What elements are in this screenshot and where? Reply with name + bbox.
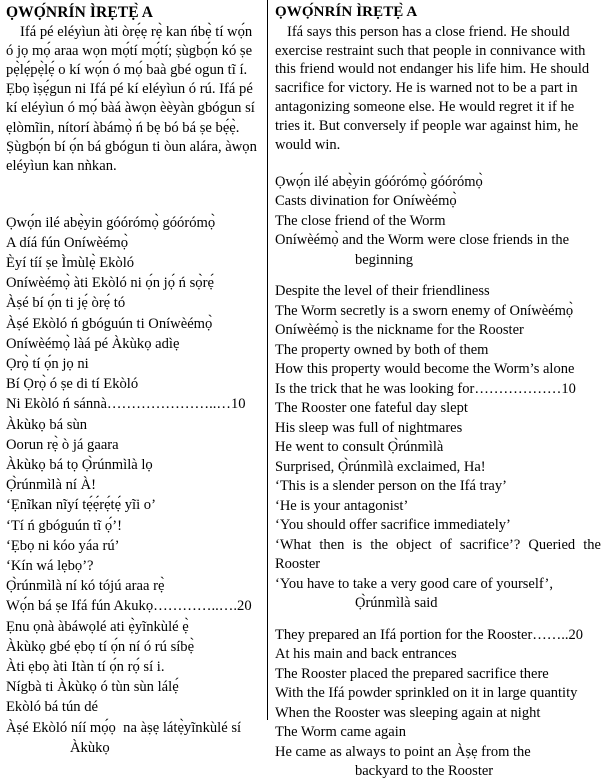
verse-line: A díá fún Oníwèémọ̀	[6, 234, 128, 251]
verse-line: ‘You have to take a very good care of yourself’,	[275, 575, 553, 592]
yoruba-summary-paragraph: Ifá pé eléyìun àti òrẹ́ẹ rẹ̀ kan ńbẹ̀ tí wọ́n ó jọ mọ́ araa wọn mọ́tí mọ́tí; ṣùgbọ́n kó ṣe pẹ̀lẹ́pẹ̀lẹ́ o kí wọ́n ó mọ́ baà gbé ogun tĩ í. Ẹbọ ìṣẹ́gun ni Ifá pé kí eléyìun ó rú. Ifá pé kí eléyìun ó mọ́ bàá àwọn èèyàn gbógun sí ẹlòmĩin, nítorí àbámọ̀ ń bẹ bó bá ṣe bẹ́ẹ̀. Ṣùgbọ́n bí ọ́n bá gbógun ti òun alára, àwọn eléyìun kan nǹkan.	[6, 24, 257, 174]
verse-line: Oníwèémọ̀ and the Worm were close friends in the	[275, 232, 570, 249]
yoruba-column-title: ỌWỌ́NRÍN ÌRẸTẸ̀ A	[6, 4, 154, 21]
verse-line: The Worm came again	[275, 724, 407, 741]
verse-line: Oníwèémọ̀ làá pé Àkùkọ adìẹ	[6, 335, 180, 352]
verse-line: Àkùkọ gbé ẹbọ tí ọ́n ní ó rú síbẹ̀	[6, 638, 195, 655]
verse-line: Ẹnu ọnà àbáwọlé ati ẹ̀yĩnkùlé ẹ̀	[6, 618, 189, 635]
verse-line: He went to consult Ọ̀rúnmìlà	[275, 439, 444, 456]
verse-line: Ọ̀rúnmìlà said	[355, 595, 438, 612]
verse-line: Ni Ekòló ń sánnà…………………..…10	[6, 396, 246, 413]
verse-line: Oorun rẹ̀ ò já gaara	[6, 436, 119, 453]
verse-line: Èyí tíí ṣe Ìmùlẹ̀ Ekòló	[6, 255, 135, 272]
verse-line: ‘Kín wá lẹbọ’?	[6, 558, 94, 575]
verse-line: ‘Ẹnĩkan nĩyí tẹ́ẹ́rẹ́tẹ́ yĩi o’	[6, 497, 156, 514]
verse-line: When the Rooster was sleeping again at night	[275, 704, 541, 721]
verse-line: Casts divination for Oníwèémọ̀	[275, 193, 457, 210]
verse-line: ‘Tí ń gbóguún tĩ ọ́’!	[6, 517, 122, 534]
verse-line: Ọ̀rúnmìlà ní À!	[6, 477, 96, 494]
verse-line: backyard to the Rooster	[355, 763, 494, 780]
verse-line: The Rooster placed the prepared sacrifice there	[275, 665, 549, 682]
yoruba-verse-list	[6, 213, 263, 758]
verse-line: The Rooster one fateful day slept	[275, 400, 468, 417]
column-divider	[267, 0, 268, 720]
verse-line: Bí Ọrọ̀ ó ṣe di tí Ekòló	[6, 376, 139, 393]
verse-line: beginning	[355, 251, 413, 268]
verse-line: ‘Ẹbọ ni kóo yáa rú’	[6, 537, 120, 554]
verse-line: Àti ẹbọ àti Itàn tí ọ́n rọ́ sí i.	[6, 659, 165, 676]
verse-line: Àkùkọ bá tọ Ọ̀rúnmìlà lọ	[6, 457, 153, 474]
verse-line: Àkùkọ	[70, 739, 110, 756]
verse-line: ‘You should offer sacrifice immediately’	[275, 517, 511, 534]
verse-line: His sleep was full of nightmares	[275, 419, 463, 436]
verse-line: Àkùkọ bá sùn	[6, 416, 88, 433]
verse-line: Wọ́n bá ṣe Ifá fún Akukọ…………..….20	[6, 598, 252, 615]
verse-line: ‘He is your antagonist’	[275, 497, 409, 514]
verse-line: Nígbà ti Àkùkọ ó tùn sùn lálẹ́	[6, 679, 179, 696]
verse-line: The close friend of the Worm	[275, 212, 446, 229]
verse-line: Ọwọ́n ilé abẹ̀yin góórómọ̀ góórómọ̀	[275, 173, 483, 190]
verse-line: The Worm secretly is a sworn enemy of Oníwèémọ̀	[275, 302, 574, 319]
verse-line: He came as always to point an Àṣẹ from the	[275, 743, 531, 760]
verse-line: Ọ̀rúnmìlà ní kó tójú araa rẹ̀	[6, 578, 165, 595]
english-summary-paragraph: Ifá says this person has a close friend. He should exercise restraint such that people in connivance with this friend would not endanger his life him. He should sacrifice for victory. He is warned not to be a part in antagonizing someone else. He would regret it if he tries it. But conversely if people war against him, he would win.	[275, 23, 590, 153]
english-column	[267, 0, 607, 782]
verse-line: The property owned by both of them	[275, 341, 489, 358]
verse-line: Rooster	[275, 556, 321, 573]
verse-line: Àṣé Ekòló ń gbóguún ti Oníwèémọ̀	[6, 315, 213, 332]
verse-line: ‘This is a slender person on the Ifá tray’	[275, 478, 507, 495]
verse-line: How this property would become the Worm’s alone	[275, 361, 575, 378]
verse-line: Despite the level of their friendliness	[275, 283, 490, 300]
verse-line: Ọwọ́n ilé abẹ̀yin góórómọ̀ góórómọ̀	[6, 214, 216, 231]
yoruba-column	[0, 0, 267, 758]
verse-line: Oníwèémọ̀ àti Ekòló ni ọ́n jọ́ ń sọ̀rẹ́	[6, 275, 214, 292]
verse-line: Ọrọ̀ tí ọ́n jọ ni	[6, 356, 89, 373]
english-column-title: ỌWỌ́NRÍN ÌRẸTẸ̀ A	[275, 4, 418, 20]
verse-line: Oníwèémọ̀ is the nickname for the Rooster	[275, 322, 524, 339]
verse-line: Àṣé bí ọ́n ti jẹ́ òrẹ́ tó	[6, 295, 126, 312]
verse-line: Surprised, Ọ̀rúnmìlà exclaimed, Ha!	[275, 458, 486, 475]
verse-line: With the Ifá powder sprinkled on it in large quantity	[275, 685, 578, 702]
verse-line: Àṣé Ekòló níí mọ́ọ na àṣẹ látẹ̀yĩnkùlé sí	[6, 719, 242, 736]
verse-line: At his main and back entrances	[275, 646, 457, 663]
verse-line: Ekòló bá tún dé	[6, 699, 99, 716]
english-verse-list	[275, 173, 601, 782]
verse-line: Is the trick that he was looking for………………10	[275, 380, 576, 397]
verse-line: ‘What then is the object of sacrifice’? Queried the	[275, 536, 601, 553]
verse-line: They prepared an Ifá portion for the Rooster……..20	[275, 626, 584, 643]
